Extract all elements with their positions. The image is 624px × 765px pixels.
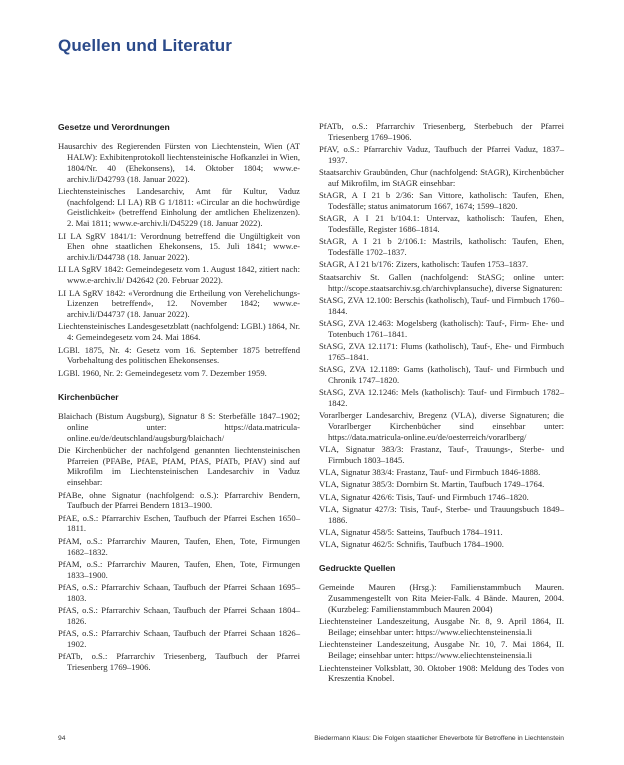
- bibliography-entry: StAGR, A I 21 b 2/106.1: Mastrils, katholisch: Taufen, Ehen, Todesfälle 1702–1837.: [319, 236, 564, 258]
- bibliography-entry: LI LA SgRV 1841/1: Verordnung betreffend die Ungültigkeit von Ehen ohne staatlichen Ehekonsens, 15. Juli 1841; www.e-archiv.li/D44738 (18. Januar 2022).: [58, 230, 300, 263]
- bibliography-entry: PfAE, o.S.: Pfarrarchiv Eschen, Taufbuch der Pfarrei Eschen 1650–1811.: [58, 512, 300, 534]
- bibliography-entry: VLA, Signatur 462/5: Schnifis, Taufbuch 1784–1900.: [319, 539, 504, 550]
- bibliography-entry: StASG, ZVA 12.100: Berschis (katholisch), Tauf- und Firmbuch 1760–1844.: [319, 294, 564, 316]
- bibliography-entry: Vorarlberger Landesarchiv, Bregenz (VLA), diverse Signaturen; die Vorarlberger Kirchenbücher sind einsehbar unter: https://data.matricula-online.eu/de/oesterreich/vorarlberg/: [319, 410, 564, 442]
- running-title: Biedermann Klaus: Die Folgen staatlicher Eheverbote für Betroffene in Liechtenstein: [314, 735, 564, 742]
- bibliography-entry: PfAM, o.S.: Pfarrarchiv Mauren, Taufen, Ehen, Tote, Firmungen 1833–1900.: [58, 558, 300, 580]
- bibliography-entry: VLA, Signatur 458/5: Satteins, Taufbuch 1784–1911.: [319, 526, 503, 537]
- bibliography-entry: Die Kirchenbücher der nachfolgend genannten liechtensteinischen Pfarreien (PFABe, PfAE, PfAM, PfAS, PfATb, PfAV) sind auf Mikrofilm im Liechtensteinischen Landesarchiv in Vaduz einsehbar:: [58, 444, 300, 488]
- bibliography-entry: StAGR, A I 21 b/176: Zizers, katholisch: Taufen 1753–1837.: [319, 259, 529, 270]
- section-gap: [319, 551, 564, 563]
- bibliography-entry: Staatsarchiv Graubünden, Chur (nachfolgend: StAGR), Kirchenbücher auf Mikrofilm, im StAGR einsehbar:: [319, 167, 564, 188]
- bibliography-entry: LI LA SgRV 1842: Gemeindegesetz vom 1. August 1842, zitiert nach: www.e-archiv.li/ D42642 (20. Februar 2022).: [58, 264, 300, 286]
- bibliography-entry: LI LA SgRV 1842: «Verordnung die Ertheilung von Verehelichungs-Lizenzen betreffend», 12. November 1842; www.e-archiv.li/D44737 (18. Januar 2022).: [58, 287, 300, 320]
- bibliography-entry: VLA, Signatur 427/3: Tisis, Tauf-, Sterbe- und Trauungsbuch 1849–1886.: [319, 503, 564, 525]
- bibliography-entry: Gemeinde Mauren (Hrsg.): Familienstammbuch Mauren. Zusammengestellt von Rita Meier-Falk. 4 Bände. Mauren, 2004. (Kurzbeleg: Familienstammbuch Mauren 2004): [319, 582, 564, 615]
- bibliography-entry: StASG, ZVA 12.1246: Mels (katholisch): Tauf- und Firmbuch 1782–1842.: [319, 387, 564, 408]
- bibliography-entry: PfABe, ohne Signatur (nachfolgend: o.S.): Pfarrarchiv Bendern, Taufbuch der Pfarrei Bendern 1813–1900.: [58, 489, 300, 511]
- bibliography-entry: PfAS, o.S.: Pfarrarchiv Schaan, Taufbuch der Pfarrei Schaan 1804–1826.: [58, 604, 300, 626]
- bibliography-entry: PfAS, o.S.: Pfarrarchiv Schaan, Taufbuch der Pfarrei Schaan 1826–1902.: [58, 628, 300, 649]
- section-heading-gedruckte-quellen: Gedruckte Quellen: [319, 563, 396, 574]
- bibliography-entry: Blaichach (Bistum Augsburg), Signatur 8 S: Sterbefälle 1847–1902; online unter: https://data.matricula-online.eu/de/deutschland/augsburg/blaichach/: [58, 410, 300, 443]
- bibliography-entry: Liechtensteinisches Landesgesetzblatt (nachfolgend: LGBl.) 1864, Nr. 4: Gemeindegesetz vom 24. Mai 1864.: [58, 321, 300, 343]
- bibliography-entry: PfATb, o.S.: Pfarrarchiv Triesenberg, Taufbuch der Pfarrei Triesenberg 1769–1906.: [58, 651, 300, 672]
- section-heading-kirchenb-cher: Kirchenbücher: [58, 391, 119, 402]
- bibliography-entry: Staatsarchiv St. Gallen (nachfolgend: StASG; online unter: http://scope.staatsarchiv.sg.ch/archivplansuche), diverse Signaturen:: [319, 271, 564, 293]
- bibliography-entry: Liechtensteiner Volksblatt, 30. Oktober 1908: Meldung des Todes von Kreszentia Knobel.: [319, 662, 564, 684]
- bibliography-entry: Liechtensteiner Landeszeitung, Ausgabe Nr. 8, 9. April 1864, II. Beilage; einsehbar unter: https://www.eliechtensteinensia.li: [319, 616, 564, 638]
- right-column: [319, 121, 564, 686]
- bibliography-entry: StAGR, A I 21 b/104.1: Untervaz, katholisch: Taufen, Ehen, Todesfälle, Register 1686–1814.: [319, 213, 564, 235]
- bibliography-entry: Liechtensteiner Landeszeitung, Ausgabe Nr. 10, 7. Mai 1864, II. Beilage; einsehbar unter: https://www.eliechtensteinensia.li: [319, 639, 564, 661]
- section-gap: [58, 380, 300, 392]
- page-title: Quellen und Literatur: [58, 36, 233, 55]
- section-heading-gesetze-und-verordnungen: Gesetze und Verordnungen: [58, 122, 170, 132]
- bibliography-entry: StASG, ZVA 12.463: Mogelsberg (katholisch): Tauf-, Firm- Ehe- und Totenbuch 1761–1841.: [319, 317, 564, 339]
- bibliography-entry: StASG, ZVA 12.1171: Flums (katholisch), Tauf-, Ehe- und Firmbuch 1765–1841.: [319, 340, 564, 362]
- bibliography-entry: PfAM, o.S.: Pfarrarchiv Mauren, Taufen, Ehen, Tote, Firmungen 1682–1832.: [58, 535, 300, 557]
- page-number: 94: [58, 735, 66, 742]
- bibliography-entry: LGBl. 1875, Nr. 4: Gesetz vom 16. September 1875 betreffend Vorbehaltung des politischen Ehekonsenses.: [58, 344, 300, 366]
- bibliography-entry: Hausarchiv des Regierenden Fürsten von Liechtenstein, Wien (AT HALW): Exhibitenprotokoll liechtensteinische Hofkanzlei in Wien, 1804/Nr. 40 (Ehekonsens), 14. Oktober 1804; www.e-archiv.li/D42793 (18. Januar 2022).: [58, 141, 300, 184]
- left-column: [58, 122, 300, 674]
- bibliography-entry: Liechtensteinisches Landesarchiv, Amt für Kultur, Vaduz (nachfolgend: LI LA) RB G 1/1811: «Circular an die hochwürdige Geistlichkeit» (betreffend Einholung der amtlichen Ehelizenzen). 2. Mai 1811; www.e-archiv.li/D45229 (18. Januar 2022).: [58, 185, 300, 229]
- bibliography-entry: StAGR, A I 21 b 2/36: San Vittore, katholisch: Taufen, Ehen, Todesfälle; status animatorum 1667, 1674; 1599–1820.: [319, 190, 564, 212]
- bibliography-entry: LGBl. 1960, Nr. 2: Gemeindegesetz vom 7. Dezember 1959.: [58, 367, 267, 378]
- bibliography-entry: PfAV, o.S.: Pfarrarchiv Vaduz, Taufbuch der Pfarrei Vaduz, 1837–1937.: [319, 144, 564, 165]
- bibliography-entry: VLA, Signatur 385/3: Dornbirn St. Martin, Taufbuch 1749–1764.: [319, 479, 545, 490]
- bibliography-entry: PfATb, o.S.: Pfarrarchiv Triesenberg, Sterbebuch der Pfarrei Triesenberg 1769–1906.: [319, 121, 564, 142]
- bibliography-entry: PfAS, o.S.: Pfarrarchiv Schaan, Taufbuch der Pfarrei Schaan 1695–1803.: [58, 581, 300, 603]
- bibliography-entry: VLA, Signatur 383/3: Frastanz, Tauf-, Trauungs-, Sterbe- und Firmbuch 1803–1845.: [319, 444, 564, 465]
- bibliography-entry: VLA, Signatur 426/6: Tisis, Tauf- und Firmbuch 1746–1820.: [319, 491, 529, 502]
- bibliography-entry: StASG, ZVA 12.1189: Gams (katholisch), Tauf- und Firmbuch und Chronik 1747–1820.: [319, 364, 564, 385]
- bibliography-entry: VLA, Signatur 383/4: Frastanz, Tauf- und Firmbuch 1846-1888.: [319, 467, 541, 478]
